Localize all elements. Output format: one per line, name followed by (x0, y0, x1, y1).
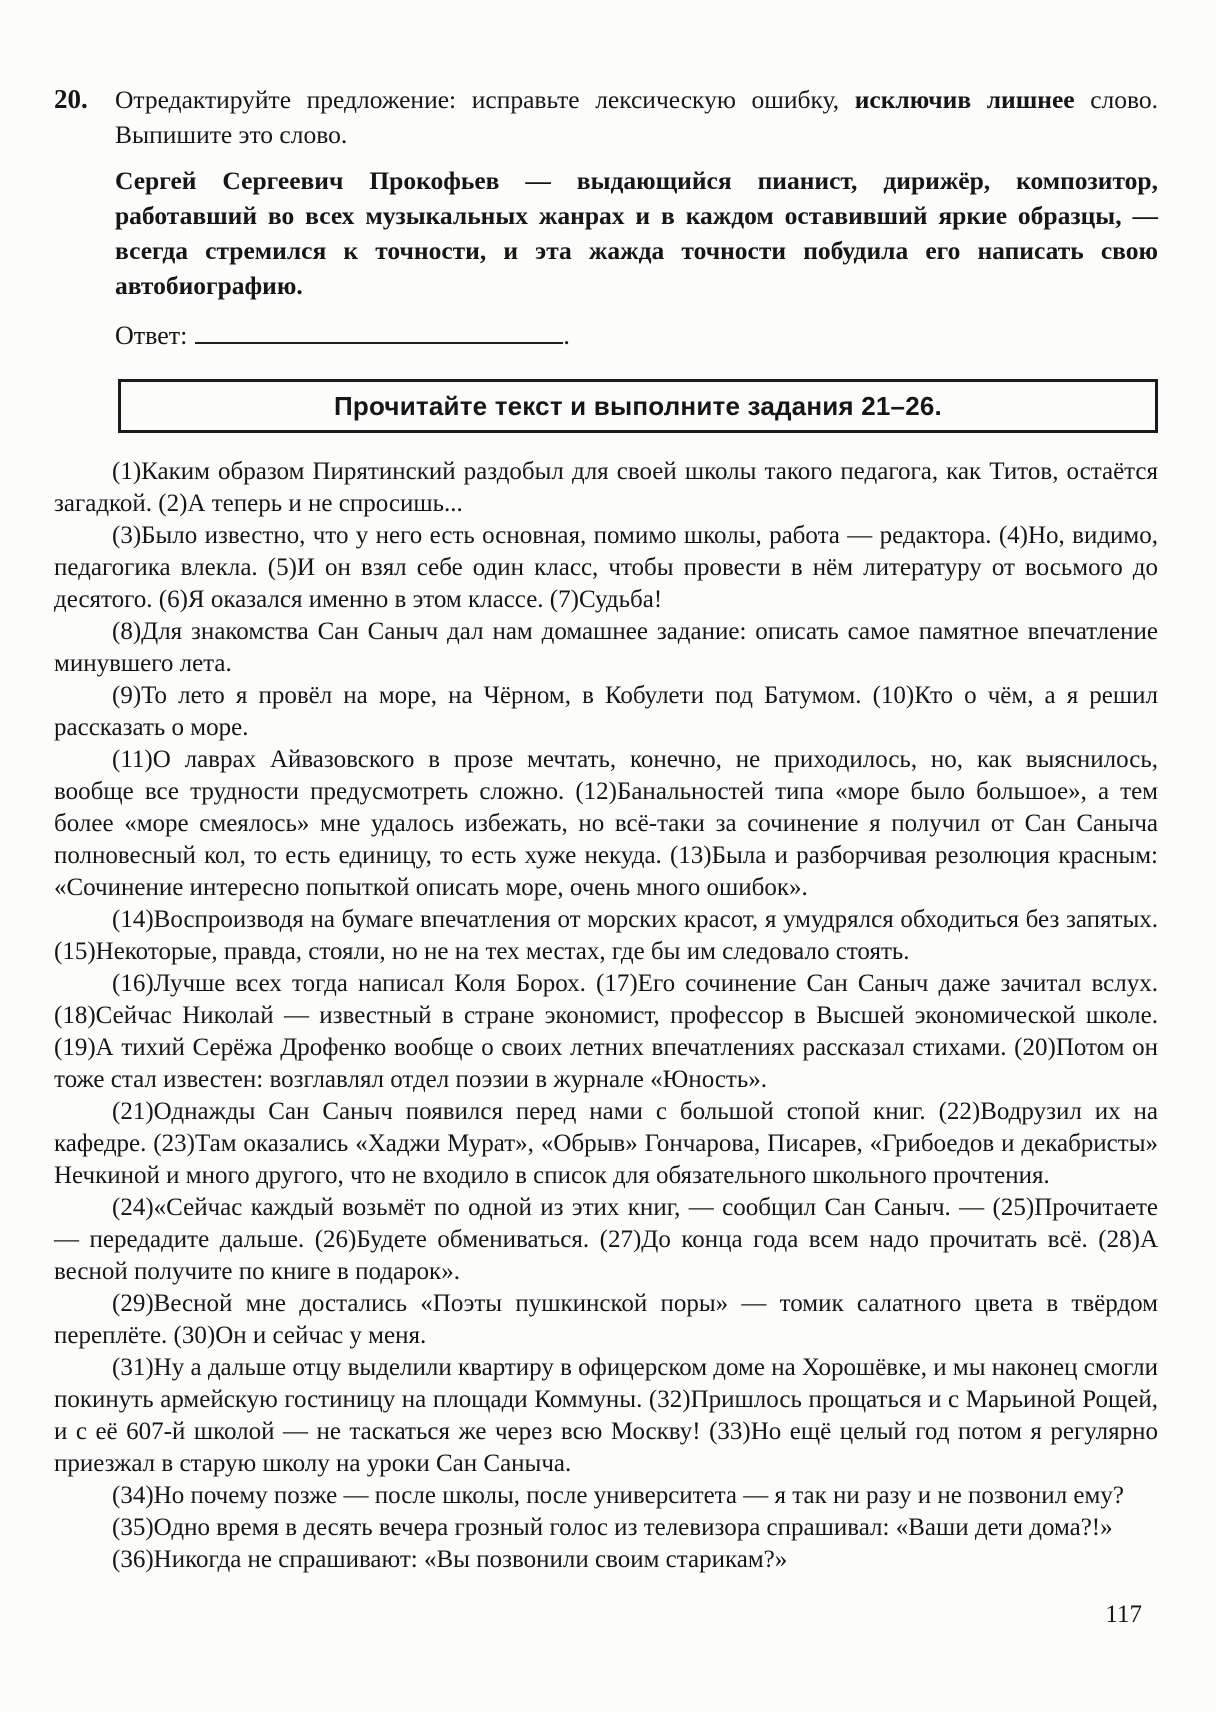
instruction-prefix: Отредактируйте предложение: исправьте лексическую ошибку, (115, 85, 855, 114)
text-paragraph: (31)Ну а дальше отцу выделили квартиру в офицерском доме на Хорошёвке, и мы наконец смогли покинуть армейскую гостиницу на площади Коммуны. (32)Пришлось прощаться и с Марьиной Рощей, и с её 607-й школой — не таскаться же через всю Москву! (33)Но ещё целый год потом я регулярно приезжал в старую школу на уроки Сан Саныча. (54, 1354, 1158, 1477)
task-20 (54, 82, 1158, 353)
text-paragraph: (24)«Сейчас каждый возьмёт по одной из этих книг, — сообщил Сан Саныч. — (25)Прочитаете — передадите дальше. (26)Будете обмениваться. (27)До конца года всем надо прочитать всё. (28)А весной получите по книге в подарок». (54, 1194, 1158, 1285)
task-number: 20. (54, 84, 88, 114)
text-paragraph: (29)Весной мне достались «Поэты пушкинской поры» — томик салатного цвета в твёрдом переплёте. (30)Он и сейчас у меня. (54, 1290, 1158, 1349)
text-paragraph: (9)То лето я провёл на море, на Чёрном, в Кобулети под Батумом. (10)Кто о чём, а я решил рассказать о море. (54, 682, 1158, 741)
text-paragraph: (8)Для знакомства Сан Саныч дал нам домашнее задание: описать самое памятное впечатление минувшего лета. (54, 618, 1158, 677)
text-paragraph: (21)Однажды Сан Саныч появился перед нами с большой стопой книг. (22)Водрузил их на кафедре. (23)Там оказались «Хаджи Мурат», «Обрыв» Гончарова, Писарев, «Грибоедов и декабристы» Нечкиной и много другого, что не входило в список для обязательного школьного прочтения. (54, 1098, 1158, 1189)
reading-text (54, 456, 1158, 1576)
instruction-bold-part: исключив лишнее (854, 85, 1075, 114)
text-paragraph: (1)Каким образом Пирятинский раздобыл для своей школы такого педагога, как Титов, остаётся загадкой. (2)А теперь и не спросишь... (54, 458, 1158, 517)
instruction-suffix: слово. Выпишите это слово. (115, 85, 1158, 149)
page-number: 117 (1105, 1601, 1142, 1628)
text-paragraph: (16)Лучше всех тогда написал Коля Борох. (17)Его сочинение Сан Саныч даже зачитал вслух. (18)Сейчас Николай — известный в стране экономист, профессор в Высшей экономической школе. (19)А тихий Серёжа Дрофенко вообще о своих летних впечатлениях рассказал стихами. (20)Потом он тоже стал известен: возглавлял отдел поэзии в журнале «Юность». (54, 970, 1158, 1093)
text-paragraph: (3)Было известно, что у него есть основная, помимо школы, работа — редактора. (4)Но, видимо, педагогика влекла. (5)И он взял себе один класс, чтобы провести в нём литературу от восьмого до десятого. (6)Я оказался именно в этом классе. (7)Судьба! (54, 522, 1158, 613)
text-paragraph: (34)Но почему позже — после школы, после университета — я так ни разу и не позвонил ему? (112, 1482, 1124, 1509)
answer-label: Ответ: (115, 321, 188, 350)
task-sentence: Сергей Сергеевич Прокофьев — выдающийся пианист, дирижёр, композитор, работавший во всех музыкальных жанрах и в каждом оставивший яркие образцы, — всегда стремился к точности, и эта жажда точности побудила его написать свою автобиографию. (115, 166, 1158, 300)
text-paragraph: (36)Никогда не спрашивают: «Вы позвонили своим старикам?» (112, 1546, 788, 1573)
reading-header-text: Прочитайте текст и выполните задания 21–26. (334, 390, 942, 421)
text-paragraph: (35)Одно время в десять вечера грозный голос из телевизора спрашивал: «Ваши дети дома?!» (112, 1514, 1113, 1541)
task-body (115, 82, 1158, 353)
answer-row (115, 318, 1158, 353)
reading-header-box (118, 379, 1158, 433)
answer-period: . (563, 321, 570, 350)
page-content (54, 82, 1158, 1576)
text-paragraph: (11)О лаврах Айвазовского в прозе мечтать, конечно, не приходилось, но, как выяснилось, вообще все трудности предусмотреть сложно. (12)Банальностей типа «море было большое», а тем более «море смеялось» мне удалось избежать, но всё-таки за сочинение я получил от Сан Саныча полновесный кол, то есть единицу, то есть хуже некуда. (13)Была и разборчивая резолюция красным: «Сочинение интересно попыткой описать море, очень много ошибок». (54, 746, 1158, 901)
task-instruction (115, 82, 1158, 152)
answer-blank-line[interactable] (195, 318, 563, 344)
text-paragraph: (14)Воспроизводя на бумаге впечатления от морских красот, я умудрялся обходиться без запятых. (15)Некоторые, правда, стояли, но не на тех местах, где бы им следовало стоять. (54, 906, 1158, 965)
